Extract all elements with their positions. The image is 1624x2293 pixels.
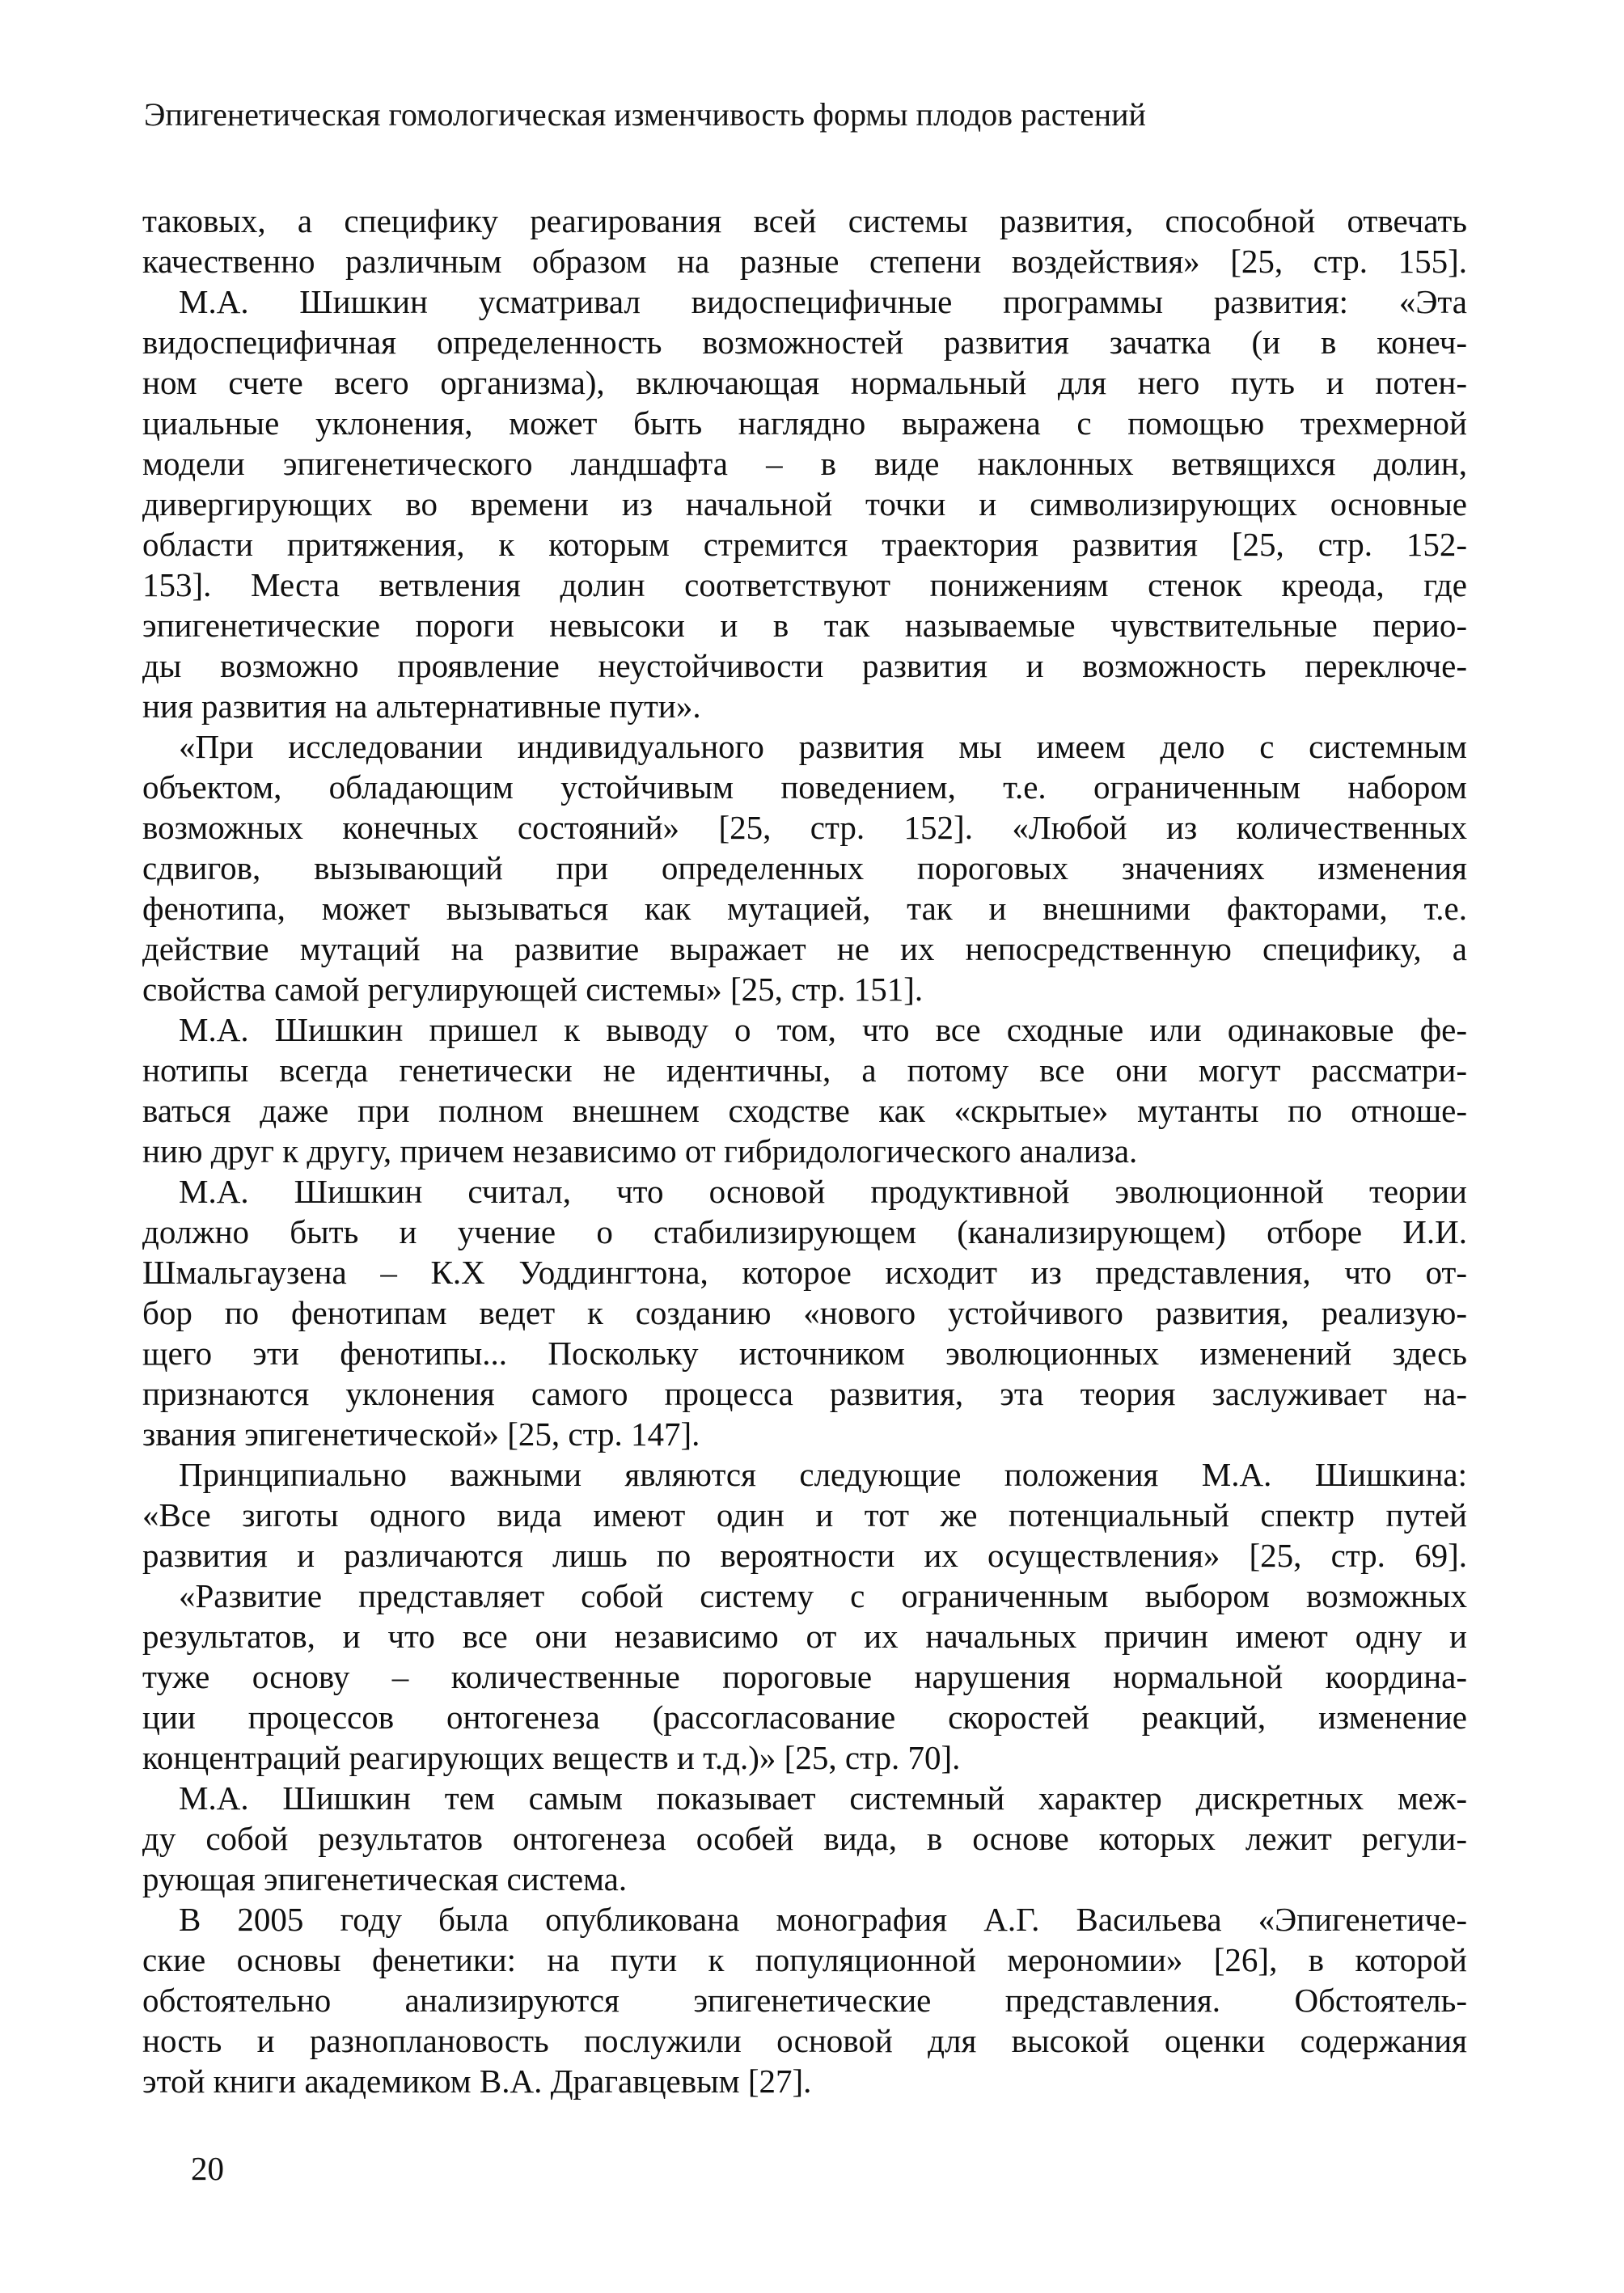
text-line: развития и различаются лишь по вероятности их осуществления» [25, стр. 69]. <box>142 1537 1467 1574</box>
text-line: таковых, а специфику реагирования всей системы развития, способной отвечать <box>142 202 1467 239</box>
text-line: модели эпигенетического ландшафта – в виде наклонных ветвящихся долин, <box>142 445 1467 482</box>
text-line: бор по фенотипам ведет к созданию «нового устойчивого развития, реализую- <box>142 1294 1467 1331</box>
text-line: ном счете всего организма), включающая нормальный для него путь и потен- <box>142 364 1467 401</box>
text-line: фенотипа, может вызываться как мутацией, так и внешними факторами, т.е. <box>142 890 1467 927</box>
body-text <box>142 201 1467 2101</box>
text-line: действие мутаций на развитие выражает не их непосредственную специфику, а <box>142 930 1467 967</box>
text-line: Шмальгаузена – К.Х Уоддингтона, которое исходит из представления, что от- <box>142 1254 1467 1291</box>
text-line: ваться даже при полном внешнем сходстве как «скрытые» мутанты по отноше- <box>142 1092 1467 1129</box>
text-line: ции процессов онтогенеза (рассогласование скоростей реакций, изменение <box>142 1699 1467 1736</box>
text-line: «При исследовании индивидуального развития мы имеем дело с системным <box>179 728 1467 765</box>
text-line: М.А. Шишкин пришел к выводу о том, что все сходные или одинаковые фе- <box>179 1011 1467 1048</box>
text-line: М.А. Шишкин считал, что основой продуктивной эволюционной теории <box>179 1173 1467 1210</box>
text-line: объектом, обладающим устойчивым поведением, т.е. ограниченным набором <box>142 768 1467 806</box>
text-line: возможных конечных состояний» [25, стр. 152]. «Любой из количественных <box>142 809 1467 846</box>
text-line: М.А. Шишкин тем самым показывает системный характер дискретных меж- <box>179 1779 1467 1817</box>
text-line: щего эти фенотипы... Поскольку источником эволюционных изменений здесь <box>142 1335 1467 1372</box>
text-line: рующая эпигенетическая система. <box>142 1860 628 1897</box>
text-line: результатов, и что все они независимо от их начальных причин имеют одну и <box>142 1618 1467 1655</box>
text-line: обстоятельно анализируются эпигенетические представления. Обстоятель- <box>142 1982 1467 2019</box>
text-line: нию друг к другу, причем независимо от гибридологического анализа. <box>142 1132 1138 1170</box>
text-line: В 2005 году была опубликована монография А.Г. Васильева «Эпигенетиче- <box>179 1901 1467 1938</box>
text-line: ду собой результатов онтогенеза особей вида, в основе которых лежит регули- <box>142 1820 1467 1857</box>
text-line: 153]. Места ветвления долин соответствуют понижениям стенок креода, где <box>142 566 1467 603</box>
text-line: нотипы всегда генетически не идентичны, а потому все они могут рассматри- <box>142 1051 1467 1089</box>
text-line: М.А. Шишкин усматривал видоспецифичные программы развития: «Эта <box>179 283 1467 320</box>
text-line: признаются уклонения самого процесса развития, эта теория заслуживает на- <box>142 1375 1467 1412</box>
text-line: циальные уклонения, может быть наглядно выражена с помощью трехмерной <box>142 404 1467 442</box>
text-line: качественно различным образом на разные степени воздействия» [25, стр. 155]. <box>142 243 1467 280</box>
text-line: концентраций реагирующих веществ и т.д.)» [25, стр. 70]. <box>142 1739 961 1776</box>
text-line: ния развития на альтернативные пути». <box>142 687 701 725</box>
text-line: видоспецифичная определенность возможностей развития зачатка (и в конеч- <box>142 324 1467 361</box>
text-line: сдвигов, вызывающий при определенных пороговых значениях изменения <box>142 849 1467 886</box>
text-line: свойства самой регулирующей системы» [25, стр. 151]. <box>142 971 924 1008</box>
text-line: «Развитие представляет собой систему с ограниченным выбором возможных <box>179 1577 1467 1614</box>
text-line: ские основы фенетики: на пути к популяционной мерономии» [26], в которой <box>142 1941 1467 1978</box>
text-line: этой книги академиком В.А. Драгавцевым [27]. <box>142 2062 812 2100</box>
text-line: дивергирующих во времени из начальной точки и символизирующих основные <box>142 485 1467 522</box>
text-line: области притяжения, к которым стремится траектория развития [25, стр. 152- <box>142 526 1467 563</box>
text-line: звания эпигенетической» [25, стр. 147]. <box>142 1415 700 1453</box>
text-line: должно быть и учение о стабилизирующем (канализирующем) отборе И.И. <box>142 1213 1467 1250</box>
running-header: Эпигенетическая гомологическая изменчивость формы плодов растений <box>144 96 1146 133</box>
text-line: Принципиально важными являются следующие положения М.А. Шишкина: <box>179 1456 1467 1493</box>
text-line: ность и разноплановость послужили основой для высокой оценки содержания <box>142 2022 1467 2059</box>
text-line: ды возможно проявление неустойчивости развития и возможность переключе- <box>142 647 1467 684</box>
text-line: туже основу – количественные пороговые нарушения нормальной координа- <box>142 1658 1467 1695</box>
page-number: 20 <box>191 2150 224 2187</box>
text-line: эпигенетические пороги невысоки и в так называемые чувствительные перио- <box>142 607 1467 644</box>
text-line: «Все зиготы одного вида имеют один и тот же потенциальный спектр путей <box>142 1496 1467 1534</box>
